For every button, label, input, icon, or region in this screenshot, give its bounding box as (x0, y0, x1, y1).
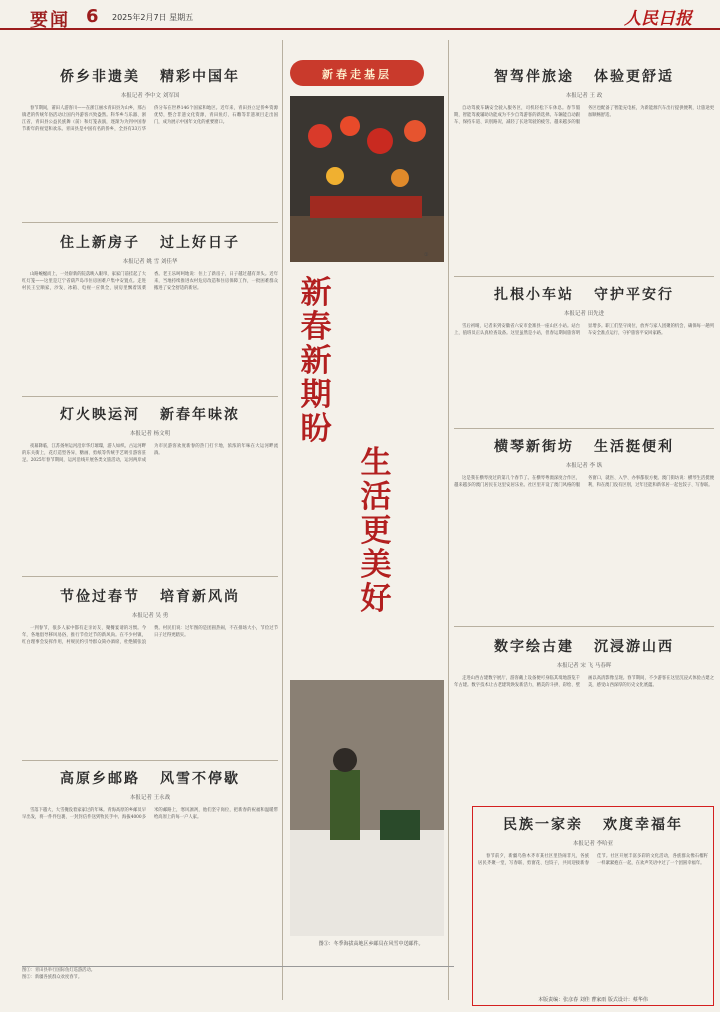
article-divider (22, 396, 278, 397)
article-byline: 本报记者 姚 雪 刘佳华 (122, 259, 178, 265)
article-byline: 本报记者 王 政 (565, 93, 603, 99)
page-number: 6 (86, 6, 99, 27)
festival-banner (290, 60, 424, 88)
article-title-left: 高原乡邮路 (60, 771, 140, 787)
photo-lantern-parade (290, 96, 444, 262)
article-body: 自动驾驶车辆安全驶入服务区，司机轻松下车休息。春节假期，智能驾驶辅助功能成为不少自驾游客的新选择。车辆能自动跟车、保持车道、识别路况，减轻了长途驾驶的疲劳。越来越多的服务区也配备了智能充电桩，为新能源汽车出行提供便利，让旅途更加顺畅舒适。 (454, 106, 714, 125)
article-title-left: 灯火映运河 (60, 407, 140, 423)
article-byline: 本报记者 吴 勇 (131, 613, 169, 619)
article-4 (22, 586, 278, 737)
article-spacer (290, 640, 444, 646)
editors-credit: 本版责编：张彦春 刘佳 曹家雨 版式设计：蔡华伟 (538, 997, 648, 1003)
section-name: 要闻 (30, 10, 70, 31)
article-7 (454, 284, 714, 443)
article-10 (478, 814, 708, 993)
column-divider-right (448, 40, 449, 1000)
article-title-right: 风雪不停歇 (160, 771, 240, 787)
page-header (0, 0, 720, 30)
article-body: 这是我在横琴度过的第几个春节了。在横琴粤澳深度合作区，越来越多的澳门居民在这里安居乐业。社区里开设了澳门风格的服务窗口，就医、入学、办事都很方便。澳门街坊说：横琴生活挺便利，和在澳门没有区别，过年还能和新邻居一起包饺子、写春联。 (454, 476, 714, 488)
issue-date: 2025年2月7日 星期五 (112, 13, 194, 22)
article-body: 春节期间，莆田人游客川——在浙江丽水青田县为山乡，那古镇老的传统年俗活动让国内外游客兴致盎然。科华乡与乐器、浙江省，青田县公益民族舞（前）和灯笼表演，逐渐为为到中国春节新年的视觉和欢乐。青田县是中国有名的侨乡，全县有33万华侨分布在世界146个国家和地区。近年来，青田县立足侨乡资源优势，整合非遗文化资源，青田鱼灯、石雕等非遗项目走出国门，成为展示中国年文化的重要窗口。 (22, 106, 278, 132)
article-title-right: 生活挺便利 (594, 439, 674, 455)
article-body: 雪后初晴，记者来到安徽省六安市金寨县一座山区小站。站台上，值班员正认真检查设备。这里虽然是小站，但春运期间旅客明显增多。职工们坚守岗位，放弃与家人团聚的机会，确保每一趟列车安全准点运行，守护旅客平安回家路。 (454, 324, 714, 336)
article-title-right: 新春年味浓 (160, 407, 240, 423)
article-divider (454, 626, 714, 627)
newspaper-logo: 人民日报 (624, 9, 692, 29)
slogan-line-2: 生活更美好 (360, 445, 392, 617)
photo-caption-3: 图③：冬季海拔高地区乡邮员在风雪中送邮件。 (318, 941, 424, 947)
article-body: 夜幕降临，江苏扬州运河沿岸华灯璀璨，游人如织。古运河畔的东关街上，花灯造型各异，糖画、剪纸等传统手艺吸引游客驻足。2025年春节期间，运河沿线开展各类文旅活动，运河两岸成为市民游客欢度新春的热门打卡地，浓浓的年味在大运河畔流淌。 (22, 444, 278, 463)
article-body: 雪落下越大，大雪掩没着家家过的年味。青海高原的乡邮员早早出发，将一件件包裹、一封封信件送到牧民手中。海拔4000多米的邮路上，寒风凛冽，他们坚守岗位，把新春的祝福和温暖带给高原上的每一户人家。 (22, 808, 278, 820)
article-divider (454, 276, 714, 277)
article-title-right: 精彩中国年 (160, 69, 240, 85)
article-5-continued (290, 640, 444, 646)
article-body: 春节前夕，新疆乌鲁木齐市某社区里热闹非凡，各族居民齐聚一堂，写春联、剪窗花、包饺子，共同迎接新春佳节。社区开展丰富多彩的文化活动，各族群众像石榴籽一样紧紧抱在一起，在欢声笑语中过了一个团圆幸福年。 (478, 854, 708, 866)
article-body: 山路蜿蜒而上，一处崭新的院落映入眼帘，家家门前挂起了大红灯笼——这里是辽宁省葫芦岛市住房困难户集中安置点。走进村民王宝顺家，沙发、冰箱、电视一应俱全，厨房里飘着饭菜香。老王乐呵呵地说：住上了新房子，日子越过越有奔头。近年来，当地持续推进农村危房改造和住房保障工作，一批困难群众搬进了安全舒适的新居。 (22, 272, 278, 291)
article-byline: 本报记者 李 纵 (565, 463, 603, 469)
article-title-right: 欢度幸福年 (603, 817, 683, 833)
article-title-left: 横琴新街坊 (494, 439, 574, 455)
article-1 (22, 66, 278, 219)
article-divider (22, 576, 278, 577)
article-title-right: 过上好日子 (160, 235, 240, 251)
article-title-left: 节俭过春节 (60, 589, 140, 605)
article-2 (22, 232, 278, 383)
article-8 (454, 436, 714, 635)
article-byline: 本报记者 王永战 (129, 795, 171, 801)
article-6 (454, 66, 714, 255)
article-byline: 本报记者 宋 飞 马春晖 (556, 663, 612, 669)
article-body: 走进山西古建数字展厅，游客戴上设备便可身临其境地游览千年古建。数字技术让古老建筑焕发新活力，精美的斗拱、彩绘、壁画以高清影像呈现。春节期间，不少游客在这里沉浸式体验古建之美，感受山西深厚的历史文化底蕴。 (454, 676, 714, 688)
photo-credit-line: 图①：青田县举行国际鱼灯巡游活动。 (22, 968, 96, 973)
article-divider (22, 222, 278, 223)
slogan-line-1: 新春新期盼 (300, 275, 332, 447)
article-title-left: 智驾伴旅途 (494, 69, 574, 85)
article-title-right: 体验更舒适 (594, 69, 674, 85)
article-title-left: 扎根小车站 (494, 287, 574, 303)
photo-number: ① (424, 252, 429, 258)
article-byline: 本报记者 杨文明 (129, 431, 171, 437)
article-byline: 本报记者 李中文 刘军国 (120, 93, 180, 99)
article-title-right: 培育新风尚 (160, 589, 240, 605)
photo-postman-snow (290, 680, 444, 936)
article-divider (454, 428, 714, 429)
photo-credit-line: 图②：新疆各族群众欢度春节。 (22, 975, 83, 980)
article-5 (22, 768, 278, 957)
article-title-right: 守护平安行 (594, 287, 674, 303)
column-divider-left (282, 40, 283, 1000)
article-title-left: 住上新房子 (60, 235, 140, 251)
article-title-left: 民族一家亲 (503, 817, 583, 833)
article-divider (22, 760, 278, 761)
article-title-left: 侨乡非遗美 (60, 69, 140, 85)
article-9 (454, 636, 714, 805)
article-3 (22, 404, 278, 553)
article-body: 一到春节，很多人家中都有走亲访友、聚餐宴请的习惯。今年，各地倡导移风易俗，推行节俭过节的新风尚。在不少村镇，红白理事会发挥作用，村规民约引导群众简办酒席，杜绝铺张浪费。村民们说：过年图的是团圆热闹，不在排场大小，节俭过节日子过得更踏实。 (22, 626, 278, 645)
article-byline: 本报记者 田先进 (563, 311, 605, 317)
article-byline: 本报记者 李哈亚 (572, 841, 614, 847)
article-title-left: 数字绘古建 (494, 639, 574, 655)
article-title-right: 沉浸游山西 (594, 639, 674, 655)
banner-label: 新春走基层 (322, 68, 392, 81)
photo-credits (22, 966, 454, 1006)
